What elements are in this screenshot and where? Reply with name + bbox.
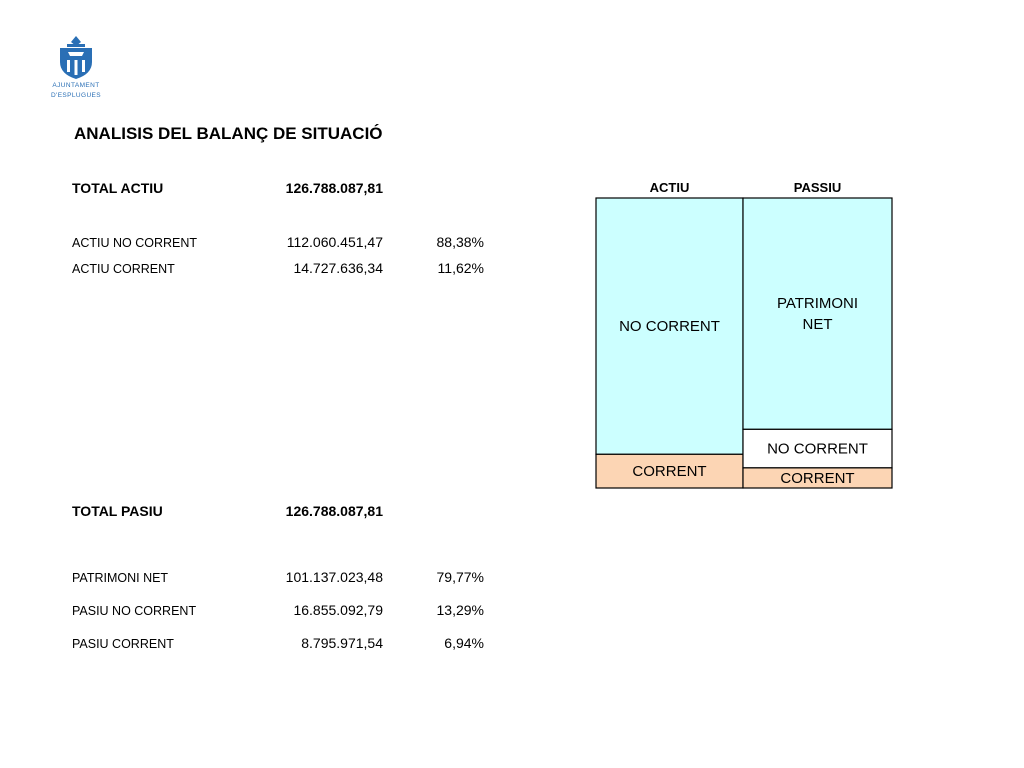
logo-text-line1: AJUNTAMENT [52,82,100,89]
actiu-no-corrent-value: 112.060.451,47 [286,234,383,250]
patrimoni-net-value: 101.137.023,48 [285,569,383,585]
column-header-actiu: ACTIU [649,180,690,195]
total-pasiu-value: 126.788.087,81 [285,503,383,519]
pasiu-corrent-pct: 6,94% [444,635,484,651]
pasiu-corrent-value: 8.795.971,54 [301,635,383,651]
actiu-no-corrent-label: NO CORRENT [619,318,720,336]
pasiu-no-corrent-value: 16.855.092,79 [293,602,383,618]
total-pasiu-label: TOTAL PASIU [72,503,163,519]
patrimoni-net-label: PATRIMONI NET [72,571,169,585]
column-header-passiu: PASSIU [793,180,842,195]
actiu-corrent-label: CORRENT [632,463,707,481]
balance-chart [594,176,896,492]
logo-text-line2: D'ESPLUGUES [50,92,102,99]
page-title: ANALISIS DEL BALANÇ DE SITUACIÓ [74,124,383,143]
actiu-corrent-label: ACTIU CORRENT [72,262,175,276]
balance-chart-svg [594,176,896,492]
pasiu-corrent-label: PASIU CORRENT [72,637,174,651]
coat-of-arms-icon [56,34,96,80]
passiu-no-corrent-label: NO CORRENT [767,440,868,458]
passiu-corrent-label: CORRENT [780,469,855,487]
passiu-patrimoni-net-label: PATRIMONI NET [776,295,859,334]
pasiu-no-corrent-label: PASIU NO CORRENT [72,604,197,618]
actiu-corrent-value: 14.727.636,34 [293,260,383,276]
pasiu-no-corrent-pct: 13,29% [436,602,484,618]
passiu-patrimoni-net-segment [743,198,892,429]
total-actiu-value: 126.788.087,81 [285,180,383,196]
actiu-no-corrent-label: ACTIU NO CORRENT [72,236,197,250]
actiu-no-corrent-pct: 88,38% [436,234,484,250]
patrimoni-net-pct: 79,77% [436,569,484,585]
total-actiu-label: TOTAL ACTIU [72,180,164,196]
municipal-logo [50,34,102,104]
actiu-corrent-pct: 11,62% [437,260,484,276]
